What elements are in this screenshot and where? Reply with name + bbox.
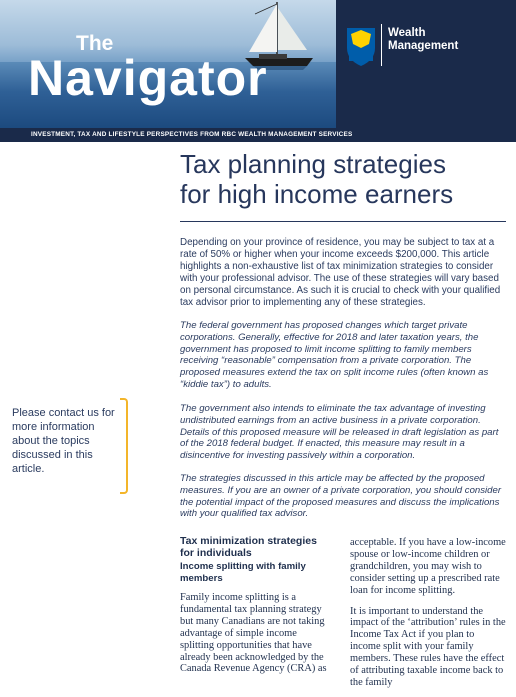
column-2-body-2: It is important to understand the impact of the ‘attribution’ rules in the Income Tax Act if you plan to income split with your family members. These rules have the effect of attributing taxable income back to the family — [350, 605, 506, 688]
brand-line-2: Management — [388, 40, 459, 52]
proposal-paragraph-2: The government also intends to eliminate the tax advantage of investing undistributed earnings from an active business in a private corporation. Details of this proposed measure will be released in draft legislation as part of the 2018 federal budget. If enacted, this measure may result in a disincentive for investing passively within a corporation. — [180, 403, 499, 462]
article-title-line-2: for high income earners — [180, 179, 454, 209]
left-column — [180, 535, 330, 675]
brand-divider — [381, 24, 382, 66]
title-divider — [180, 221, 506, 222]
contact-sidenote: Please contact us for more information about the topics discussed in this article. — [12, 407, 115, 475]
brand-line-1: Wealth — [388, 27, 426, 39]
column-2-body-1: acceptable. If you have a low-income spouse or low-income children or grandchildren, you may wish to consider setting up a prescribed rate loan for income splitting. — [350, 537, 506, 596]
tagline-text: INVESTMENT, TAX AND LIFESTYLE PERSPECTIVES FROM RBC WEALTH MANAGEMENT SERVICES — [31, 131, 353, 138]
proposal-paragraph-3: The strategies discussed in this article may be affected by the proposed measures. If you are an owner of a private corporation, you should consider the potential impact of the proposed measures and discuss the implications with your qualified tax advisor. — [180, 473, 502, 520]
masthead-title-large: Navigator — [28, 50, 268, 106]
intro-paragraph: Depending on your province of residence, you may be subject to tax at a rate of 50% or higher when your income exceeds $200,000. This article highlights a non-exhaustive list of tax minimization strategies to consider with your professional advisor. The use of these strategies will vary based on personal circumstance. As such it is crucial to check with your qualified tax advisor prior to implementing any of these strategies. — [180, 237, 501, 308]
right-column — [350, 537, 506, 689]
article-title — [180, 149, 453, 209]
subsection-heading: Income splitting with family members — [180, 561, 306, 584]
rbc-logo — [345, 26, 377, 68]
section-heading: Tax minimization strategies for individuals — [180, 535, 317, 559]
sidenote-bracket — [120, 398, 128, 494]
wealth-management-label — [388, 27, 458, 53]
masthead-banner — [0, 0, 516, 128]
masthead-title-small: The — [76, 32, 114, 55]
column-1-body: Family income splitting is a fundamental tax planning strategy but many Canadians are not taking advantage of simple income splitting opportunities that have already been acknowledged by the Canada Revenue Agency (CRA) as — [180, 592, 327, 675]
article-title-line-1: Tax planning strategies — [180, 149, 446, 179]
proposal-paragraph-1: The federal government has proposed changes which target private corporations. Generally, effective for 2018 and later taxation years, the government has proposed to limit income splitting to family members receiving “reasonable” compensation from a private corporation. The proposed measures extend the tax on split income rules (often known as “kiddie tax”) to adults. — [180, 320, 489, 390]
